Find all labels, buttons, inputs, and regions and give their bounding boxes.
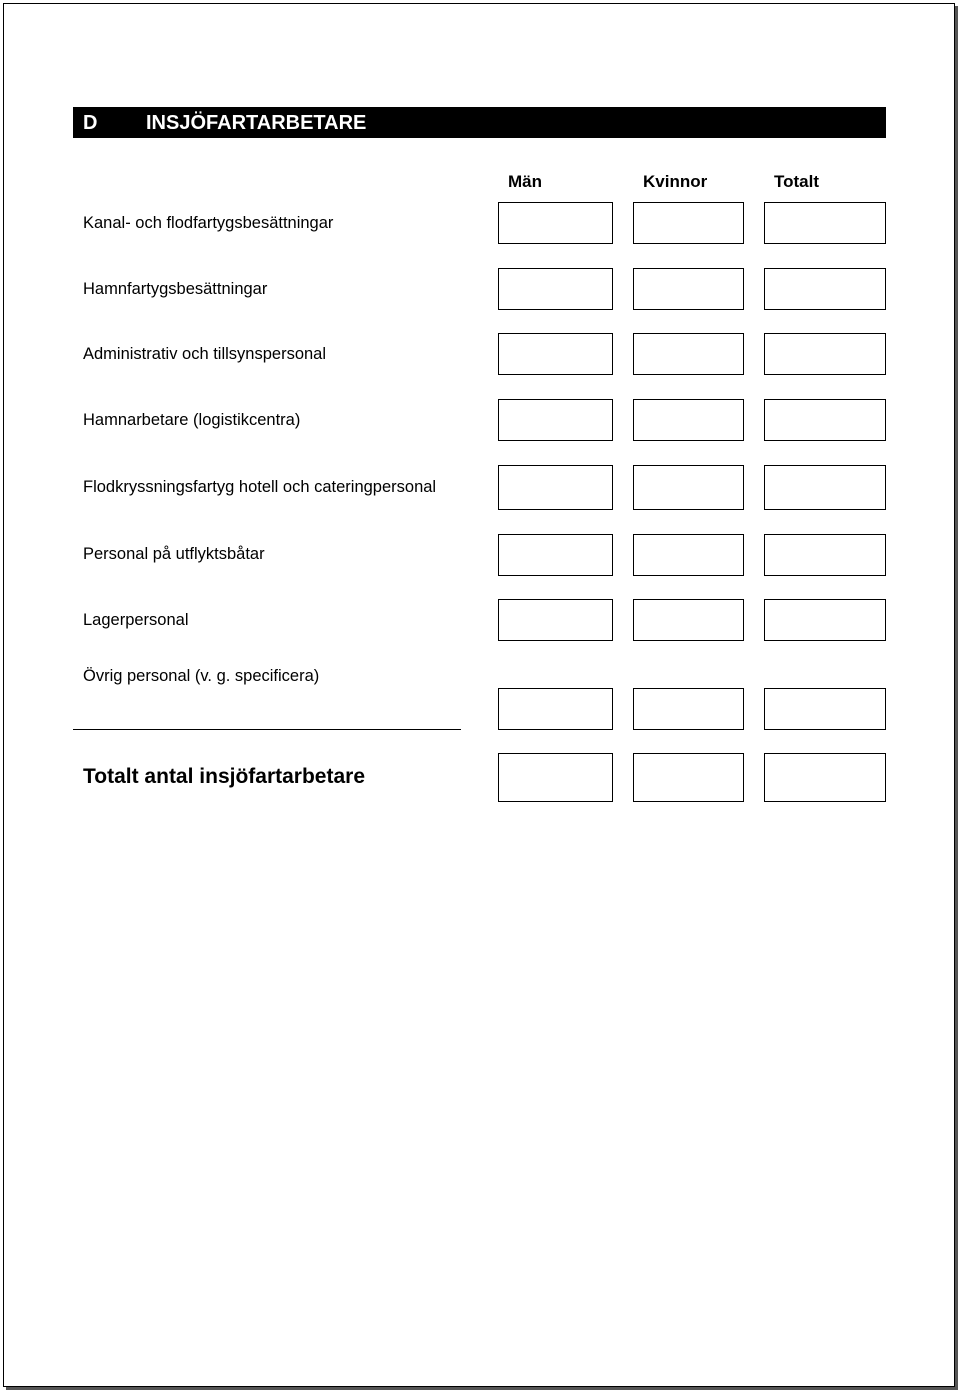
input-other-women[interactable] bbox=[633, 688, 744, 730]
input-canal-women[interactable] bbox=[633, 202, 744, 244]
section-title: INSJÖFARTARBETARE bbox=[146, 112, 367, 134]
input-admin-total[interactable] bbox=[764, 333, 886, 375]
section-letter: D bbox=[83, 112, 98, 134]
input-warehouse-men[interactable] bbox=[498, 599, 613, 641]
row-label-canal-river-crews: Kanal- och flodfartygsbesättningar bbox=[83, 214, 334, 232]
section-header bbox=[73, 107, 886, 138]
input-total-men[interactable] bbox=[498, 753, 613, 802]
row-label-excursion-boat-staff: Personal på utflyktsbåtar bbox=[83, 545, 265, 563]
row-label-warehouse-staff: Lagerpersonal bbox=[83, 611, 189, 629]
input-excursion-women[interactable] bbox=[633, 534, 744, 576]
input-dock-men[interactable] bbox=[498, 399, 613, 441]
input-warehouse-total[interactable] bbox=[764, 599, 886, 641]
input-harbour-women[interactable] bbox=[633, 268, 744, 310]
input-admin-men[interactable] bbox=[498, 333, 613, 375]
row-label-dock-workers: Hamnarbetare (logistikcentra) bbox=[83, 411, 301, 429]
column-header-men: Män bbox=[508, 172, 542, 191]
input-admin-women[interactable] bbox=[633, 333, 744, 375]
input-total-women[interactable] bbox=[633, 753, 744, 802]
input-harbour-total[interactable] bbox=[764, 268, 886, 310]
row-label-harbour-crews: Hamnfartygsbesättningar bbox=[83, 280, 268, 298]
input-canal-total[interactable] bbox=[764, 202, 886, 244]
input-cruise-total[interactable] bbox=[764, 465, 886, 510]
row-label-cruise-hotel-staff: Flodkryssningsfartyg hotell och cateringpersonal bbox=[83, 478, 437, 496]
column-header-women: Kvinnor bbox=[643, 172, 708, 191]
input-dock-women[interactable] bbox=[633, 399, 744, 441]
row-label-admin-staff: Administrativ och tillsynspersonal bbox=[83, 345, 327, 363]
input-cruise-men[interactable] bbox=[498, 465, 613, 510]
input-cruise-women[interactable] bbox=[633, 465, 744, 510]
input-warehouse-women[interactable] bbox=[633, 599, 744, 641]
input-excursion-total[interactable] bbox=[764, 534, 886, 576]
input-canal-men[interactable] bbox=[498, 202, 613, 244]
input-other-total[interactable] bbox=[764, 688, 886, 730]
other-specify-field[interactable] bbox=[73, 729, 461, 730]
input-other-men[interactable] bbox=[498, 688, 613, 730]
column-header-total: Totalt bbox=[774, 172, 820, 191]
row-label-other-staff: Övrig personal (v. g. specificera) bbox=[83, 667, 320, 685]
total-label: Totalt antal insjöfartarbetare bbox=[83, 765, 366, 788]
input-excursion-men[interactable] bbox=[498, 534, 613, 576]
input-harbour-men[interactable] bbox=[498, 268, 613, 310]
input-dock-total[interactable] bbox=[764, 399, 886, 441]
input-total-total[interactable] bbox=[764, 753, 886, 802]
